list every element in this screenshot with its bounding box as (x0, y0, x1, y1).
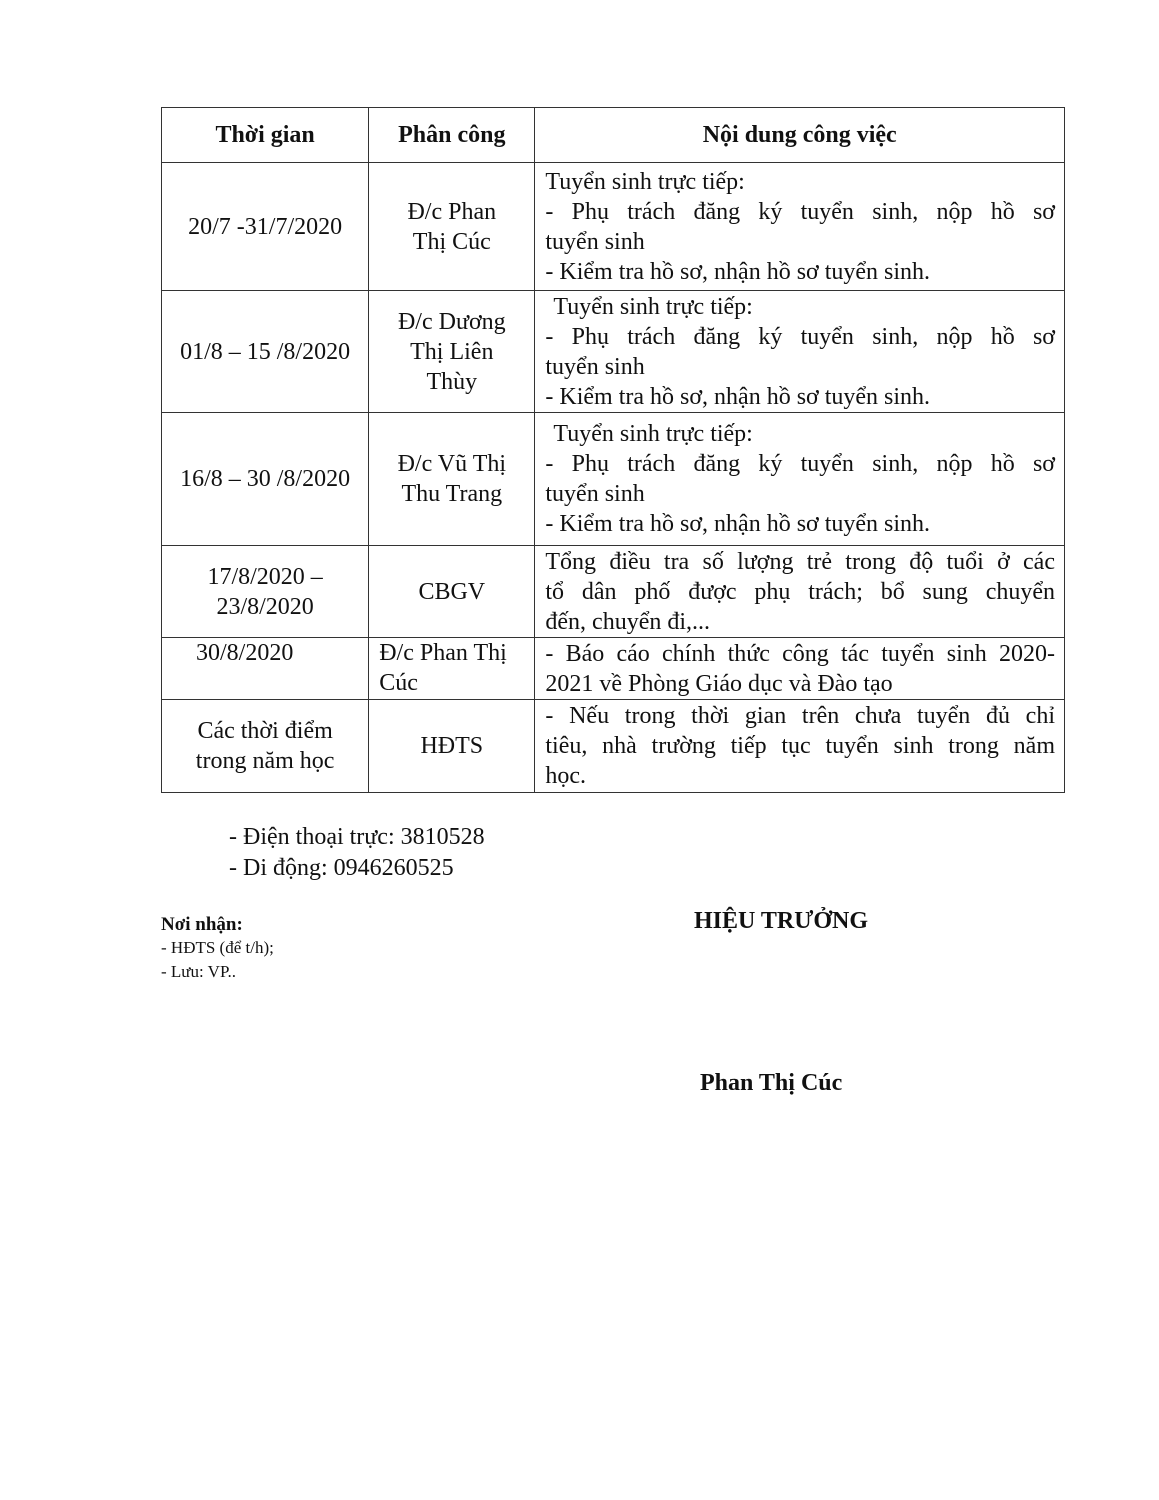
content-line: - Phụ trách đăng ký tuyển sinh, nộp hồ sơ (545, 451, 1055, 477)
assignee-line: Thùy (426, 368, 478, 395)
schedule-table (161, 107, 1065, 793)
content-line: Tuyển sinh trực tiếp: (553, 421, 753, 447)
content-line: - Báo cáo chính thức công tác tuyển sinh 2020- (545, 640, 1055, 667)
row-content (535, 163, 1065, 291)
time-line: 17/8/2020 – (207, 563, 323, 590)
table-header-row (162, 108, 1065, 163)
hotline-text: - Điện thoại trực: 3810528 (229, 824, 485, 850)
time-line: trong năm học (195, 748, 335, 774)
table-row (162, 291, 1065, 413)
table-row (162, 700, 1065, 793)
content-line: Tuyển sinh trực tiếp: (553, 293, 753, 320)
table-row (162, 638, 1065, 700)
row-assignee (369, 413, 535, 546)
assignee-line: Thị Liên (410, 338, 494, 365)
time-line: Các thời điểm (197, 718, 333, 744)
contact-info (229, 822, 485, 884)
row-assignee: CBGV (369, 546, 535, 638)
assignee-line: Đ/c Phan (407, 198, 497, 225)
content-line: tổ dân phố được phụ trách; bổ sung chuyển (545, 578, 1055, 605)
content-line: tuyển sinh (545, 228, 645, 255)
recipient-item: - Lưu: VP.. (161, 962, 237, 981)
content-line: Tuyển sinh trực tiếp: (545, 168, 745, 195)
header-content: Nội dung công việc (535, 108, 1065, 163)
content-line: Tổng điều tra số lượng trẻ trong độ tuổi ở các (545, 548, 1055, 575)
header-assignee: Phân công (369, 108, 535, 163)
assignee-line: Cúc (379, 670, 418, 696)
header-time: Thời gian (162, 108, 369, 163)
row-time (162, 700, 369, 793)
signature-title: HIỆU TRƯỞNG (694, 908, 869, 934)
content-line: - Kiểm tra hồ sơ, nhận hồ sơ tuyển sinh. (545, 511, 931, 537)
content-line: đến, chuyển đi,... (545, 608, 711, 635)
assignee-line: Thu Trang (401, 481, 503, 507)
content-line: 2021 về Phòng Giáo dục và Đào tạo (545, 670, 893, 697)
time-line: 23/8/2020 (216, 593, 314, 620)
assignee-line: Thị Cúc (412, 228, 491, 255)
row-content (535, 638, 1065, 700)
signature-name: Phan Thị Cúc (700, 1070, 843, 1096)
row-time: 16/8 – 30 /8/2020 (162, 413, 369, 546)
content-line: học. (545, 763, 587, 789)
content-line: - Phụ trách đăng ký tuyển sinh, nộp hồ sơ (545, 323, 1055, 350)
content-line: - Kiểm tra hồ sơ, nhận hồ sơ tuyển sinh. (545, 258, 931, 285)
content-line: tuyển sinh (545, 353, 645, 380)
table-row (162, 546, 1065, 638)
row-time: 20/7 -31/7/2020 (162, 163, 369, 291)
row-content (535, 546, 1065, 638)
row-content (535, 700, 1065, 793)
recipients-block (161, 914, 274, 984)
content-line: tiêu, nhà trường tiếp tục tuyển sinh trong năm (545, 733, 1055, 759)
row-assignee: HĐTS (369, 700, 535, 793)
table-row (162, 163, 1065, 291)
row-assignee (369, 163, 535, 291)
recipient-item: - HĐTS (để t/h); (161, 938, 274, 957)
row-assignee (369, 291, 535, 413)
row-content (535, 413, 1065, 546)
row-time (162, 546, 369, 638)
content-line: - Kiểm tra hồ sơ, nhận hồ sơ tuyển sinh. (545, 383, 931, 410)
content-line: - Phụ trách đăng ký tuyển sinh, nộp hồ sơ (545, 198, 1055, 225)
row-content (535, 291, 1065, 413)
row-assignee (369, 638, 535, 700)
content-line: tuyển sinh (545, 481, 645, 507)
assignee-line: Đ/c Phan Thị (379, 640, 507, 666)
recipients-title: Nơi nhận: (161, 914, 243, 935)
table-row (162, 413, 1065, 546)
assignee-line: Đ/c Dương (397, 308, 506, 335)
row-time: 01/8 – 15 /8/2020 (162, 291, 369, 413)
content-line: - Nếu trong thời gian trên chưa tuyển đủ chỉ (545, 703, 1055, 729)
row-time: 30/8/2020 (162, 638, 369, 700)
mobile-text: - Di động: 0946260525 (229, 855, 454, 881)
assignee-line: Đ/c Vũ Thị (397, 451, 507, 477)
